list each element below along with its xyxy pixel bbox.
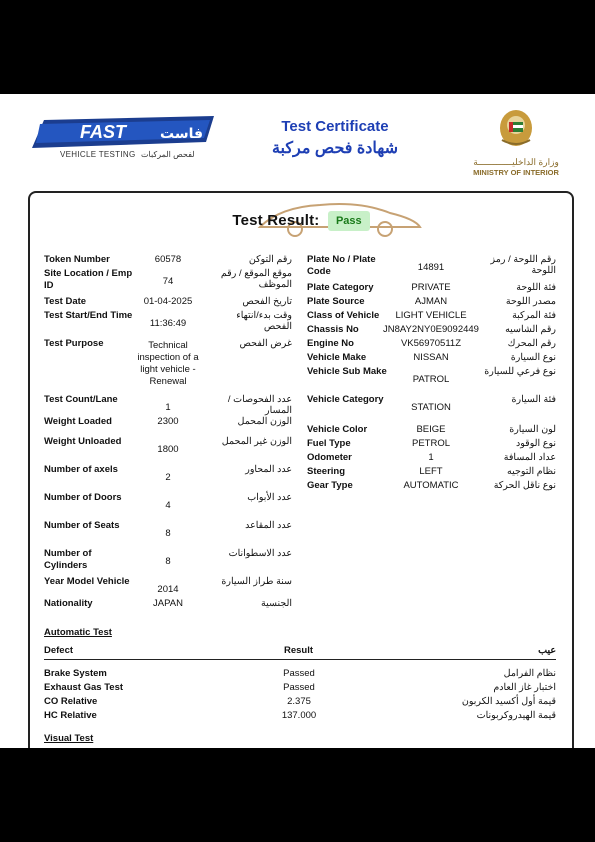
auto-test-label-ar: اختبار غاز العادم (493, 682, 556, 693)
right-field-label: Class of Vehicle (307, 310, 380, 321)
left-field-label: Year Model Vehicle (44, 576, 130, 587)
auto-test-value: 2.375 (287, 696, 311, 707)
right-field-label: Steering (307, 466, 346, 477)
brand-en: FAST (80, 122, 127, 142)
right-field-value: BEIGE (416, 424, 446, 435)
table-divider (44, 659, 556, 660)
visual-test-title: Visual Test (44, 733, 94, 744)
brand-ar: فاست (160, 126, 204, 142)
left-field-label: Number of axels (44, 464, 118, 475)
right-field-label-ar: رقم المحرك (507, 338, 556, 349)
right-field-value: LIGHT VEHICLE (395, 310, 467, 321)
left-field-value: 1 (165, 402, 171, 413)
left-field-label: Number of Cylinders (44, 548, 92, 571)
pass-badge: Pass (328, 211, 370, 231)
left-field-value: Technical inspection of a light vehicle - Renewal (137, 340, 199, 387)
left-field-label: Token Number (44, 254, 110, 265)
right-field-label: Odometer (307, 452, 352, 463)
auto-test-label-ar: قيمة الهيدروكربونات (476, 710, 556, 721)
left-field-label: Site Location / Emp ID (44, 268, 133, 291)
right-field-label-ar: نوع فرعي للسيارة (484, 366, 556, 377)
test-result-label: Test Result: (232, 212, 320, 230)
right-field-label-ar: نوع السيارة (510, 352, 556, 363)
left-field-value: 2300 (157, 416, 179, 427)
left-field-label-ar: غرض الفحص (239, 338, 292, 349)
left-field-label-ar: سنة طراز السيارة (221, 576, 292, 587)
right-field-label: Plate Source (307, 296, 365, 307)
left-field-label-ar: تاريخ الفحص (242, 296, 292, 307)
ministry-ar: وزارة الداخليـــــــــــــة (473, 157, 559, 167)
right-field-value: VK56970511Z (400, 338, 462, 349)
right-field-value: JN8AY2NY0E9092449 (383, 324, 479, 335)
certificate-title (230, 118, 440, 158)
auto-test-value: Passed (283, 682, 315, 693)
right-field-value: 1 (428, 452, 434, 463)
right-field-value: STATION (411, 402, 451, 413)
left-field-value: 01-04-2025 (143, 296, 193, 307)
left-field-label: Test Count/Lane (44, 394, 118, 405)
left-field-value: 2014 (157, 584, 179, 595)
right-field-label: Vehicle Color (307, 424, 368, 435)
right-field-value: PRIVATE (411, 282, 451, 293)
left-field-label-ar: موقع الموقع / رقم الموظف (220, 268, 292, 290)
left-field-value: 4 (165, 500, 171, 511)
left-field-label-ar: الوزن المحمل (237, 416, 292, 427)
left-field-value: JAPAN (153, 598, 183, 609)
automatic-test-title: Automatic Test (44, 627, 112, 638)
left-field-label-ar: عدد المقاعد (245, 520, 292, 531)
left-field-value: 8 (165, 556, 171, 567)
right-field-value: PETROL (411, 438, 450, 449)
title-en: Test Certificate (281, 118, 389, 135)
auto-test-label-ar: نظام الفرامل (503, 668, 556, 679)
brand-sub-ar: لفحص المركبات (141, 150, 195, 159)
brand-sub-en: VEHICLE TESTING (60, 150, 136, 159)
right-field-label: Plate No / Plate Code (307, 254, 376, 277)
left-field-value: 60578 (154, 254, 182, 265)
right-field-label-ar: لون السيارة (509, 424, 556, 435)
left-field-label: Weight Unloaded (44, 436, 122, 447)
right-field-label-ar: فئة المركبة (512, 310, 556, 321)
left-field-label: Number of Seats (44, 520, 120, 531)
right-field-label-ar: رقم الشاسيه (505, 324, 556, 335)
left-field-label: Weight Loaded (44, 416, 112, 427)
right-field-value: LEFT (419, 466, 443, 477)
left-field-label-ar: الجنسية (261, 598, 292, 609)
left-field-label-ar: عدد المحاور (245, 464, 292, 475)
right-field-label: Gear Type (307, 480, 353, 491)
right-field-value: PATROL (412, 374, 450, 385)
left-field-value: 11:36:49 (149, 318, 187, 329)
header (0, 94, 595, 184)
result-header: Result (284, 645, 314, 656)
brand-subtitle (60, 150, 195, 159)
defect-header: Defect (44, 645, 74, 656)
emblem-icon (496, 108, 536, 150)
right-field-value: AUTOMATIC (403, 480, 459, 491)
right-field-label-ar: فئة السيارة (511, 394, 556, 405)
right-field-label-ar: نوع الوقود (516, 438, 556, 449)
right-field-label: Vehicle Category (307, 394, 384, 405)
auto-test-label: Exhaust Gas Test (44, 682, 124, 693)
ministry-logo (466, 108, 566, 177)
left-field-value: 1800 (157, 444, 179, 455)
left-field-label: Test Start/End Time (44, 310, 133, 321)
auto-test-label: Brake System (44, 668, 107, 679)
right-field-label-ar: فئة اللوحة (516, 282, 556, 293)
right-field-value: NISSAN (413, 352, 449, 363)
right-field-label: Plate Category (307, 282, 374, 293)
left-field-label-ar: عدد الفحوصات / المسار (227, 394, 292, 416)
right-field-label: Vehicle Make (307, 352, 367, 363)
right-field-label-ar: عداد المسافة (503, 452, 556, 463)
left-field-label: Test Date (44, 296, 87, 307)
test-result (30, 211, 572, 231)
auto-test-label-ar: قيمة أول أكسيد الكربون (461, 696, 556, 707)
auto-test-label: HC Relative (44, 710, 97, 721)
certificate-page (0, 94, 595, 748)
right-field-label: Engine No (307, 338, 354, 349)
title-ar: شهادة فحص مركبة (271, 140, 399, 157)
right-field-label-ar: مصدر اللوحة (505, 296, 556, 307)
auto-test-label: CO Relative (44, 696, 98, 707)
left-field-label-ar: عدد الأبواب (247, 492, 292, 503)
auto-test-value: Passed (283, 668, 315, 679)
left-field-value: 74 (162, 276, 174, 287)
left-field-label-ar: وقت بدء/انتهاء الفحص (236, 310, 292, 332)
left-field-value: 8 (165, 528, 171, 539)
right-field-value: AJMAN (414, 296, 448, 307)
right-field-value: 14891 (417, 262, 445, 273)
right-field-label: Fuel Type (307, 438, 351, 449)
right-field-label-ar: نظام التوجيه (507, 466, 556, 477)
left-field-label: Test Purpose (44, 338, 104, 349)
left-field-label-ar: الوزن غير المحمل (221, 436, 292, 447)
left-field-label-ar: عدد الاسطوانات (228, 548, 292, 559)
left-field-label-ar: رقم التوكن (248, 254, 292, 265)
right-field-label-ar: نوع ناقل الحركة (493, 480, 556, 491)
auto-test-value: 137.000 (281, 710, 317, 721)
right-field-label: Vehicle Sub Make (307, 366, 387, 377)
left-field-value: 2 (165, 472, 171, 483)
left-field-label: Nationality (44, 598, 93, 609)
right-field-label: Chassis No (307, 324, 359, 335)
left-field-label: Number of Doors (44, 492, 122, 503)
defect-header-ar: عيب (538, 645, 556, 656)
ministry-en: MINISTRY OF INTERIOR (473, 168, 559, 177)
right-field-label-ar: رقم اللوحة / رمز اللوحة (490, 254, 556, 276)
